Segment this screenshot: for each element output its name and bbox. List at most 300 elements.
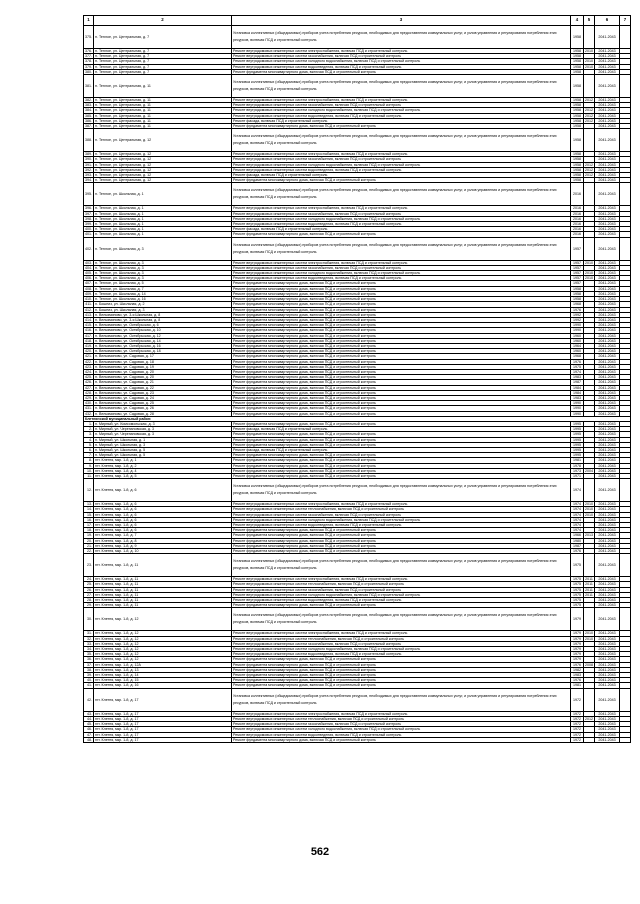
address-cell: пгт. Клетня, мкр. 1-й, д. 12 [94,631,232,636]
address-cell: п. Теплое, ул. Центральная, д. 12 [94,152,232,157]
address-cell: пгт. Клетня, мкр. 1-й, д. 12 [94,657,232,662]
address-cell: п. Теплое, ул. Школьная, д. 3 [94,271,232,276]
last-repair-year-cell [584,237,595,260]
work-type-cell: Ремонт внутридомовых инженерных систем газоснабжения, включая ПСД и строительный контроль [232,641,571,646]
build-year-cell: 1958 [571,286,584,291]
build-year-cell: 1968 [571,354,584,359]
build-year-cell: 1957 [571,237,584,260]
work-type-cell: Ремонт фундамента многоквартирного дома, включая ПСД и строительный контроль [232,395,571,400]
build-year-cell: 1990 [571,323,584,328]
row-number: 37. [84,662,94,667]
work-type-cell: Ремонт фундамента многоквартирного дома, включая ПСД и строительный контроль [232,364,571,369]
planned-period-cell: 2041-2043 [595,716,620,721]
work-type-cell: Ремонт фундамента многоквартирного дома, включая ПСД и строительный контроль [232,432,571,437]
address-cell: пгт. Клетня, мкр. 1-й, д. 6 [94,517,232,522]
planned-period-cell: 2041-2043 [595,401,620,406]
work-type-cell: Ремонт фундамента многоквартирного дома, включая ПСД и строительный контроль [232,657,571,662]
row-number: 426. [85,380,92,385]
planned-period-cell: 2041-2043 [595,380,620,385]
planned-period-cell: 2041-2043 [595,328,620,333]
address-cell: пгт. Клетня, мкр. 1-й, д. 7 [94,533,232,538]
work-type-cell: Установка коллективных (общедомовых) приборов учета потребления ресурсов, необходимых для предоставления коммунальных услуг, и узлов управления и регулирования потребления этих ресурсов, включая ПСД и строительный контроль [232,479,571,502]
address-cell: пгт. Клетня, мкр. 1-й, д. 11 [94,598,232,603]
row-number: 8. [84,458,94,463]
build-year-cell: 1974 [571,369,584,374]
last-repair-year-cell: 2012 [585,173,593,178]
build-year-cell: 2016 [571,232,584,237]
row-number: 6. [84,447,94,452]
work-type-cell: Установка коллективных (общедомовых) приборов учета потребления ресурсов, необходимых для предоставления коммунальных услуг, и узлов управления и регулирования потребления этих ресурсов, включая ПСД и строительный контроль [232,688,571,711]
address-cell: п. Теплое, ул. Школьная, д. 1 [94,227,232,232]
planned-period-cell: 2041-2043 [595,667,620,672]
planned-period-cell: 2041-2043 [595,103,620,108]
column-number: 6 [595,16,620,26]
last-repair-year-cell: 2012 [585,118,593,123]
work-type-cell: Ремонт фасада, включая ПСД и строительный контроль [232,227,571,232]
planned-period-cell: 2041-2043 [595,216,620,221]
empty-cell [620,237,631,260]
last-repair-year-cell: 2010 [585,64,593,69]
build-year-cell: 1975 [571,603,584,608]
work-type-cell: Ремонт фундамента многоквартирного дома, включая ПСД и строительный контроль [232,421,571,426]
build-year-cell: 1958 [571,152,584,157]
address-cell: п. Теплое, ул. Школьная, д. 1 [94,206,232,211]
row-number: 26. [84,587,94,592]
row-number: 39. [84,673,94,678]
work-type-cell: Ремонт фундамента многоквартирного дома, включая ПСД и строительный контроль [232,178,571,183]
build-year-cell: 1957 [571,260,584,265]
work-type-cell: Ремонт фундамента многоквартирного дома, включая ПСД и строительный контроль [232,453,571,458]
row-number: 375. [84,26,94,49]
build-year-cell: 1983 [571,395,584,400]
planned-period-cell: 2041-2043 [595,178,620,183]
row-number: 403. [85,260,92,265]
work-type-cell: Ремонт фундамента многоквартирного дома, включая ПСД и строительный контроль [232,291,571,296]
work-type-cell: Ремонт фасада, включая ПСД и строительный контроль [232,447,571,452]
address-cell: п. Мирный, ул. Комсомольская, д. 3 [94,421,232,426]
address-cell: п. Вельяминово, ул. Садовая, д. 28 [94,411,232,416]
build-year-cell: 1973 [571,468,584,473]
last-repair-year-cell: 2010 [585,49,593,53]
build-year-cell: 1958 [571,103,584,108]
row-number: 432. [85,411,92,416]
planned-period-cell: 2041-2043 [595,502,620,507]
address-cell: пгт. Клетня, мкр. 1-й, д. 17 [94,688,232,711]
planned-period-cell: 2041-2043 [595,479,620,502]
work-type-cell: Ремонт внутридомовых инженерных систем электроснабжения, включая ПСД и строительный контроль [232,502,571,507]
build-year-cell: 1995 [571,432,584,437]
build-year-cell: 1984 [571,385,584,390]
planned-period-cell: 2041-2043 [595,124,620,129]
column-number: 7 [620,16,631,26]
row-number: 40. [84,678,94,683]
work-type-cell: Ремонт фасада, включая ПСД и строительный контроль [232,427,571,432]
build-year-cell: 1958 [571,59,584,64]
address-cell: п. Вельяминово, ул. Садовая, д. 18 [94,359,232,364]
work-type-cell: Ремонт фундамента многоквартирного дома, включая ПСД и строительный контроль [232,533,571,538]
planned-period-cell: 2041-2043 [595,98,620,103]
address-cell: п. Теплое, ул. Школьная, д. 1 [94,183,232,206]
row-number: 27. [84,592,94,597]
build-year-cell: 1992 [571,312,584,317]
row-number: 405. [85,271,92,276]
planned-period-cell: 2041-2043 [595,276,620,281]
address-cell: п. Теплое, ул. Центральная, д. 11 [94,118,232,123]
table-body [84,16,631,743]
build-year-cell: 1995 [571,442,584,447]
row-number: 408. [85,286,92,291]
work-type-cell: Ремонт фундамента многоквартирного дома, включая ПСД и строительный контроль [232,297,571,302]
work-type-cell: Ремонт внутридомовых инженерных систем теплоснабжения, включая ПСД и строительный контроль [232,507,571,512]
work-type-cell: Ремонт фундамента многоквартирного дома, включая ПСД и строительный контроль [232,359,571,364]
last-repair-year-cell [584,608,595,631]
build-year-cell: 1974 [571,512,584,517]
address-cell: п. Вельяминово, ул. Садовая, д. 26 [94,406,232,411]
row-number: 428. [85,390,92,395]
row-number: 30. [84,608,94,631]
planned-period-cell: 2041-2043 [595,647,620,652]
address-cell: пгт. Клетня, мкр. 1-й, д. 11 [94,592,232,597]
work-type-cell: Ремонт фундамента многоквартирного дома, включая ПСД и строительный контроль [232,549,571,554]
planned-period-cell: 2041-2043 [595,512,620,517]
row-number: 384. [85,108,92,113]
build-year-cell: 1995 [571,427,584,432]
work-type-cell: Ремонт фундамента многоквартирного дома, включая ПСД и строительный контроль [232,343,571,348]
row-number: 379. [85,64,92,69]
address-cell: пгт. Клетня, мкр. 1-й, д. 6 [94,479,232,502]
last-repair-year-cell [584,183,595,206]
work-type-cell: Ремонт фундамента многоквартирного дома, включая ПСД и строительный контроль [232,442,571,447]
work-type-cell: Ремонт фундамента многоквартирного дома, включая ПСД и строительный контроль [232,302,571,307]
address-cell: п. Теплое, ул. Центральная, д. 11 [94,124,232,129]
address-cell: пгт. Клетня, мкр. 1-й, д. 2 [94,463,232,468]
planned-period-cell: 2041-2043 [595,118,620,123]
build-year-cell: 2016 [571,183,584,206]
build-year-cell: 1974 [571,479,584,502]
build-year-cell: 2016 [571,211,584,216]
address-cell: пгт. Клетня, мкр. 1-й, д. 6 [94,507,232,512]
address-cell: п. Теплое, ул. Центральная, д. 7 [94,49,232,54]
address-cell: п. Теплое, ул. Центральная, д. 12 [94,178,232,183]
planned-period-cell: 2041-2043 [595,369,620,374]
work-type-cell: Ремонт фундамента многоквартирного дома, включая ПСД и строительный контроль [232,528,571,533]
table-row [84,688,631,711]
address-cell: пгт. Клетня, мкр. 1-й, д. 12 [94,641,232,646]
row-number: 29. [84,603,94,608]
build-year-cell: 1972 [571,688,584,711]
row-number: 404. [85,265,92,270]
empty-cell [620,608,631,631]
build-year-cell: 2016 [571,227,584,232]
work-type-cell: Ремонт внутридомовых инженерных систем электроснабжения, включая ПСД и строительный контроль [232,711,571,716]
build-year-cell: 1987 [571,380,584,385]
planned-period-cell: 2041-2043 [595,406,620,411]
last-repair-year-cell: 2011 [585,582,593,587]
planned-period-cell: 2041-2043 [595,260,620,265]
work-type-cell: Ремонт внутридомовых инженерных систем водоотведения, включая ПСД и строительный контроль [232,523,571,528]
build-year-cell: 1979 [571,657,584,662]
work-type-cell: Ремонт внутридомовых инженерных систем водоотведения, включая ПСД и строительный контроль [232,276,571,281]
row-number: 429. [85,395,92,400]
planned-period-cell: 2041-2043 [595,587,620,592]
row-number: 20. [84,538,94,543]
address-cell: п. Теплое, ул. Школьная, д. 1 [94,216,232,221]
work-type-cell: Ремонт внутридомовых инженерных систем водоотведения, включая ПСД и строительный контроль [232,64,571,69]
planned-period-cell: 2041-2043 [595,338,620,343]
work-type-cell: Ремонт внутридомовых инженерных систем холодного водоснабжения, включая ПСД и строительный контроль [232,271,571,276]
row-number: 410. [85,297,92,302]
row-number: 33. [84,641,94,646]
build-year-cell: 1975 [571,582,584,587]
table-row [84,183,631,206]
planned-period-cell: 2041-2043 [595,543,620,548]
address-cell: п. Вельяминово, ул. Садовая, д. 19 [94,364,232,369]
planned-period-cell: 2041-2043 [595,297,620,302]
empty-cell [620,75,631,98]
table-row [84,608,631,631]
build-year-cell: 1957 [571,281,584,286]
last-repair-year-cell: 2010 [585,271,593,276]
build-year-cell: 1958 [571,26,584,49]
planned-period-cell: 2041-2043 [595,678,620,683]
row-number: 389. [85,152,92,157]
build-year-cell: 1958 [571,98,584,103]
planned-period-cell: 2041-2043 [595,333,620,338]
work-type-cell: Ремонт внутридомовых инженерных систем холодного водоснабжения, включая ПСД и строительный контроль [232,592,571,597]
planned-period-cell: 2041-2043 [595,108,620,113]
planned-period-cell: 2041-2043 [595,265,620,270]
work-type-cell: Ремонт фундамента многоквартирного дома, включая ПСД и строительный контроль [232,603,571,608]
planned-period-cell: 2041-2043 [595,453,620,458]
work-type-cell: Ремонт внутридомовых инженерных систем газоснабжения, включая ПСД и строительный контроль [232,211,571,216]
planned-period-cell: 2041-2043 [595,395,620,400]
row-number: 381. [84,75,94,98]
work-type-cell: Ремонт фундамента многоквартирного дома, включая ПСД и строительный контроль [232,354,571,359]
planned-period-cell: 2041-2043 [595,447,620,452]
planned-period-cell: 2041-2043 [595,349,620,354]
empty-cell [620,479,631,502]
planned-period-cell: 2041-2043 [595,722,620,727]
address-cell: п. Теплое, ул. Центральная, д. 7 [94,59,232,64]
work-type-cell: Ремонт фундамента многоквартирного дома, включая ПСД и строительный контроль [232,474,571,479]
planned-period-cell: 2041-2043 [595,603,620,608]
build-year-cell: 1990 [571,401,584,406]
build-year-cell: 1972 [571,716,584,721]
work-type-cell: Ремонт фундамента многоквартирного дома, включая ПСД и строительный контроль [232,369,571,374]
address-cell: пгт. Клетня, мкр. 1-й, д. 12 [94,647,232,652]
build-year-cell: 1983 [571,375,584,380]
planned-period-cell: 2041-2043 [595,549,620,554]
work-type-cell: Ремонт фундамента многоквартирного дома, включая ПСД и строительный контроль [232,338,571,343]
row-number: 414. [85,317,92,322]
address-cell: п. Вельяминово, ул. Октябрьская, д. 14 [94,338,232,343]
address-cell: пгт. Клетня, мкр. 1-й, д. 11 [94,554,232,577]
planned-period-cell: 2041-2043 [595,227,620,232]
work-type-cell: Ремонт фундамента многоквартирного дома, включая ПСД и строительный контроль [232,468,571,473]
address-cell: пгт. Клетня, мкр. 1-й, д. 6 [94,502,232,507]
build-year-cell: 1972 [571,722,584,727]
row-number: 35. [84,652,94,657]
build-year-cell: 2016 [571,206,584,211]
planned-period-cell: 2041-2043 [595,286,620,291]
table-row [84,554,631,577]
table-row [84,26,631,49]
build-year-cell: 1972 [571,727,584,732]
address-cell: п. Вельяминово, ул. Садовая, д. 25 [94,401,232,406]
address-cell: п. Теплое, ул. Школьная, д. 16 [94,297,232,302]
planned-period-cell: 2041-2043 [595,312,620,317]
address-cell: пгт. Клетня, мкр. 1-й, д. 12 [94,652,232,657]
planned-period-cell: 2041-2043 [595,523,620,528]
row-number: 7. [84,453,94,458]
address-cell: п. Мирный, ул. Школьная, д. 3 [94,442,232,447]
last-repair-year-cell: 2012 [585,716,593,721]
planned-period-cell: 2041-2043 [595,232,620,237]
planned-period-cell: 2041-2043 [595,427,620,432]
empty-cell [620,26,631,49]
work-type-cell: Ремонт внутридомовых инженерных систем холодного водоснабжения, включая ПСД и строительный контроль [232,727,571,732]
planned-period-cell: 2041-2043 [595,59,620,64]
build-year-cell: 1958 [571,54,584,59]
row-number: 46. [84,727,94,732]
planned-period-cell: 2041-2043 [595,662,620,667]
planned-period-cell: 2041-2043 [595,222,620,227]
planned-period-cell: 2041-2043 [595,463,620,468]
row-number: 423. [85,364,92,369]
build-year-cell: 1975 [571,364,584,369]
planned-period-cell: 2041-2043 [595,432,620,437]
work-type-cell: Ремонт внутридомовых инженерных систем водоотведения, включая ПСД и строительный контроль [232,167,571,172]
row-number: 392. [85,167,92,172]
address-cell: пгт. Клетня, мкр. 1-й, д. 12А [94,662,232,667]
build-year-cell: 1958 [571,173,584,178]
planned-period-cell: 2041-2043 [595,517,620,522]
planned-period-cell: 2041-2043 [595,458,620,463]
build-year-cell: 1958 [571,75,584,98]
build-year-cell: 1974 [571,517,584,522]
build-year-cell: 1972 [571,737,584,742]
planned-period-cell: 2041-2043 [595,167,620,172]
address-cell: пгт. Клетня, мкр. 1-й, д. 5 [94,474,232,479]
row-number: 399. [85,222,92,227]
build-year-cell: 1960 [571,338,584,343]
planned-period-cell: 2041-2043 [595,26,620,49]
row-number: 391. [85,162,92,167]
column-number-header-row [84,16,631,26]
planned-period-cell: 2041-2043 [595,582,620,587]
work-type-cell: Ремонт фундамента многоквартирного дома, включая ПСД и строительный контроль [232,232,571,237]
address-cell: п. Теплое, ул. Школьная, д. 3 [94,237,232,260]
row-number: 1. [84,421,94,426]
address-cell: п. Вельяминово, ул. Садовая, д. 24 [94,395,232,400]
planned-period-cell: 2041-2043 [595,507,620,512]
build-year-cell: 1976 [571,549,584,554]
build-year-cell: 1995 [571,421,584,426]
build-year-cell: 1957 [571,271,584,276]
address-cell: п. Теплое, ул. Центральная, д. 11 [94,113,232,118]
address-cell: пгт. Клетня, мкр. 1-й, д. 17 [94,716,232,721]
table-row [84,129,631,152]
build-year-cell: 1958 [571,108,584,113]
build-year-cell: 1981 [571,458,584,463]
work-type-cell: Ремонт внутридомовых инженерных систем газоснабжения, включая ПСД и строительный контроль [232,54,571,59]
address-cell: п. Теплое, ул. Центральная, д. 11 [94,75,232,98]
address-cell: п. Вельяминово, ул. Садовая, д. 21 [94,380,232,385]
last-repair-year-cell: 2010 [585,636,593,641]
row-number: 41. [84,683,94,688]
build-year-cell: 2016 [571,216,584,221]
planned-period-cell: 2041-2043 [595,323,620,328]
address-cell: п. Мирный, ул. Школьная, д. 5 [94,447,232,452]
build-year-cell: 1974 [571,507,584,512]
build-year-cell: 1960 [571,333,584,338]
address-cell: п. Теплое, ул. Центральная, д. 11 [94,108,232,113]
work-type-cell: Ремонт фундамента многоквартирного дома, включая ПСД и строительный контроль [232,737,571,742]
document-sheet [83,15,630,743]
work-type-cell: Ремонт внутридомовых инженерных систем газоснабжения, включая ПСД и строительный контроль [232,587,571,592]
planned-period-cell: 2041-2043 [595,343,620,348]
work-type-cell: Ремонт фундамента многоквартирного дома, включая ПСД и строительный контроль [232,543,571,548]
build-year-cell: 1966 [571,533,584,538]
planned-period-cell: 2041-2043 [595,317,620,322]
address-cell: п. Мирный, ул. Черепановская, д. 3 [94,432,232,437]
build-year-cell: 1958 [571,291,584,296]
work-type-cell: Ремонт фундамента многоквартирного дома, включая ПСД и строительный контроль [232,667,571,672]
work-type-cell: Ремонт внутридомовых инженерных систем теплоснабжения, включая ПСД и строительный контроль [232,636,571,641]
build-year-cell: 1978 [571,463,584,468]
work-type-cell: Ремонт фундамента многоквартирного дома, включая ПСД и строительный контроль [232,69,571,74]
work-type-cell: Установка коллективных (общедомовых) приборов учета потребления ресурсов, необходимых для предоставления коммунальных услуг, и узлов управления и регулирования потребления этих ресурсов, включая ПСД и строительный контроль [232,554,571,577]
row-number: 407. [85,281,92,286]
address-cell: п. Теплое, ул. Центральная, д. 11 [94,103,232,108]
work-type-cell: Ремонт фундамента многоквартирного дома, включая ПСД и строительный контроль [232,333,571,338]
row-number: 386. [85,118,92,123]
work-type-cell: Ремонт фундамента многоквартирного дома, включая ПСД и строительный контроль [232,437,571,442]
row-number: 47. [84,732,94,737]
planned-period-cell: 2041-2043 [595,727,620,732]
planned-period-cell: 2041-2043 [595,688,620,711]
empty-cell [620,183,631,206]
row-number: 31. [84,631,94,636]
work-type-cell: Ремонт фундамента многоквартирного дома, включая ПСД и строительный контроль [232,281,571,286]
planned-period-cell: 2041-2043 [595,49,620,54]
address-cell: п. Теплое, ул. Школьная, д. 3 [94,265,232,270]
last-repair-year-cell: 2010 [585,502,593,507]
address-cell: п. Теплое, ул. Центральная, д. 12 [94,157,232,162]
work-type-cell: Ремонт внутридомовых инженерных систем водоотведения, включая ПСД и строительный контроль [232,222,571,227]
section-title: Клетнянский муниципальный район: [84,416,631,421]
planned-period-cell: 2041-2043 [595,732,620,737]
row-number: 382. [85,98,92,103]
planned-period-cell: 2041-2043 [595,652,620,657]
last-repair-year-cell [584,479,595,502]
build-year-cell: 1979 [571,641,584,646]
planned-period-cell: 2041-2043 [595,538,620,543]
address-cell: п. Мирный, ул. Школьная, д. 5 [94,453,232,458]
last-repair-year-cell: 2010 [585,59,593,64]
work-type-cell: Ремонт внутридомовых инженерных систем водоотведения, включая ПСД и строительный контроль [232,732,571,737]
row-number: 12. [84,479,94,502]
build-year-cell: 1958 [571,64,584,69]
planned-period-cell: 2041-2043 [595,554,620,577]
work-type-cell: Ремонт фундамента многоквартирного дома, включая ПСД и строительный контроль [232,312,571,317]
address-cell: п. Вельяминово, ул. Октябрьская, д. 6 [94,323,232,328]
row-number: 376. [85,49,92,53]
last-repair-year-cell: 2011 [585,592,593,597]
address-cell: п. Теплое, ул. Центральная, д. 12 [94,167,232,172]
address-cell: п. Вельяминово, ул. Садовая, д. 20 [94,369,232,374]
work-type-cell: Ремонт фундамента многоквартирного дома, включая ПСД и строительный контроль [232,678,571,683]
